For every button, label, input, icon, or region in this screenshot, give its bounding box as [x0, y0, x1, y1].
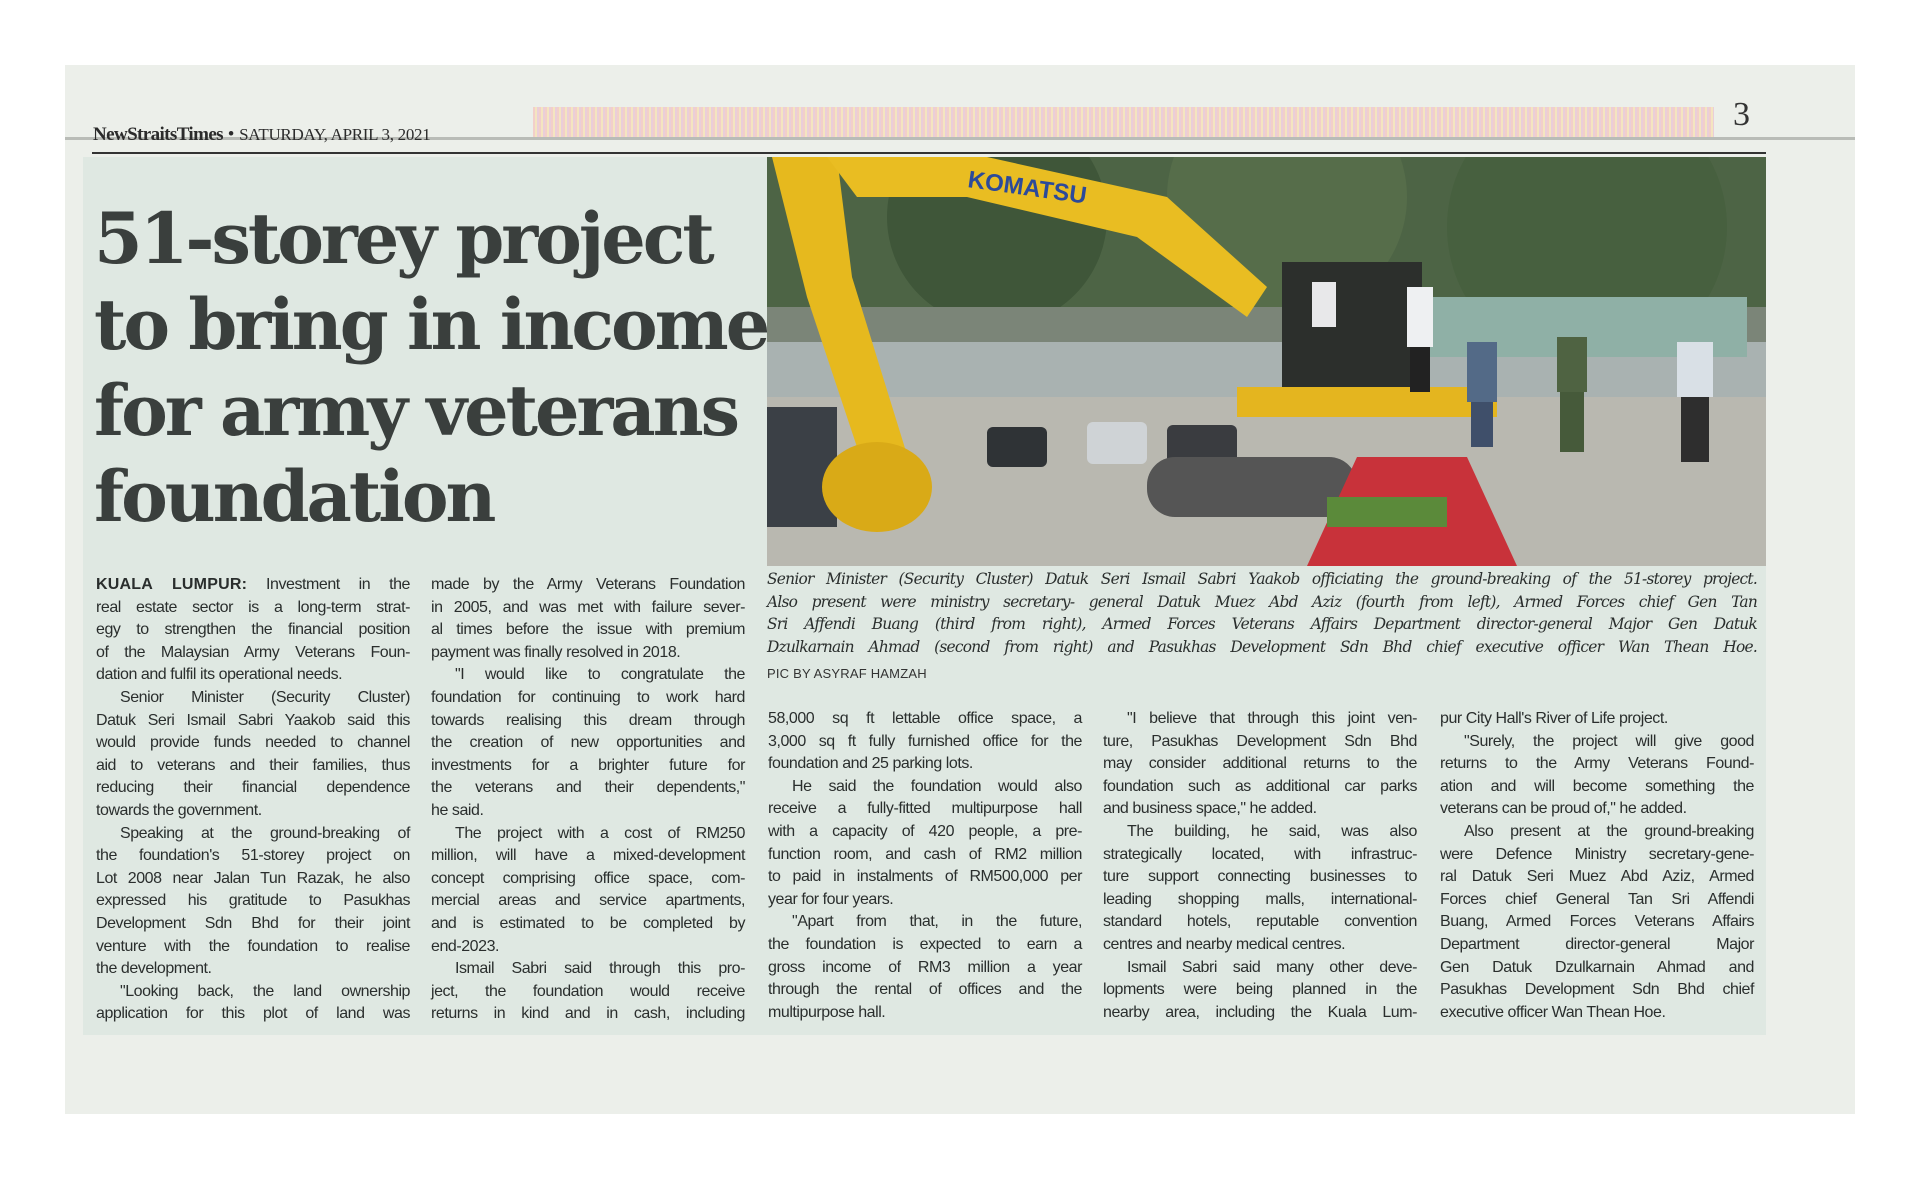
article-line	[1103, 821, 1417, 844]
article-line-text: concept comprising office space, com-	[431, 869, 745, 887]
article-line-text: function room, and cash of RM2 million	[768, 845, 1082, 863]
article-line	[768, 934, 1082, 957]
article-line	[1103, 776, 1417, 799]
article-line-text: He said the foundation would also	[792, 777, 1082, 795]
article-line-text: centres and nearby medical centres.	[1103, 935, 1346, 953]
article-line-text: Speaking at the ground-breaking of	[120, 824, 410, 842]
article-line	[768, 821, 1082, 844]
article-line-text: "Looking back, the land ownership	[120, 982, 410, 1000]
article-column-1	[96, 574, 410, 1026]
article-line	[96, 574, 410, 597]
article-line	[1440, 866, 1754, 889]
masthead	[93, 124, 430, 146]
article-line	[768, 979, 1082, 1002]
article-line	[768, 798, 1082, 821]
article-line	[431, 777, 745, 800]
article-line-text: 3,000 sq ft fully furnished office for the	[768, 732, 1082, 750]
article-line	[768, 731, 1082, 754]
article-line	[431, 981, 745, 1004]
article-line	[1440, 957, 1754, 980]
article-line-text: strategically located, with infrastruc-	[1103, 845, 1417, 863]
article-line	[768, 911, 1082, 934]
article-line-text: The project with a cost of RM250	[455, 824, 745, 842]
article-line	[1440, 821, 1754, 844]
article-line-text: aid to veterans and their families, thus	[96, 756, 410, 774]
article-line-text: leading shopping malls, international-	[1103, 890, 1417, 908]
article-line-text: application for this plot of land was	[96, 1005, 410, 1023]
article-line	[1103, 911, 1417, 934]
article-line-text: Lot 2008 near Jalan Tun Razak, he also	[96, 869, 410, 887]
caption-line: Senior Minister (Security Cluster) Datuk Seri Ismail Sabri Yaakob officiating the ground-breaking of the 51-storey project.	[767, 570, 1757, 588]
article-line-text: pur City Hall's River of Life project.	[1440, 710, 1668, 727]
article-line	[1440, 934, 1754, 957]
headline	[94, 196, 774, 540]
article-line	[431, 1003, 745, 1026]
article-line	[431, 868, 745, 891]
article-line-text: multipurpose hall.	[768, 1003, 886, 1021]
article-line-text: venture with the foundation to realise	[96, 937, 410, 955]
article-line-text: Department director-general Major	[1440, 935, 1754, 953]
photo-credit: PIC BY ASYRAF HAMZAH	[767, 666, 927, 681]
article-line	[1440, 844, 1754, 867]
article-line	[431, 619, 745, 642]
article-line	[431, 936, 745, 959]
article-line-text: foundation and 25 parking lots.	[768, 755, 973, 773]
article-line	[96, 890, 410, 913]
article-line-text: ture support connecting businesses to	[1103, 868, 1417, 886]
article-line	[768, 957, 1082, 980]
article-line-text: he said.	[431, 801, 484, 819]
article-line-text: towards realising this dream through	[431, 711, 745, 729]
article-line-text: and business space," he added.	[1103, 800, 1317, 818]
article-line	[768, 708, 1082, 731]
article-line	[431, 800, 745, 823]
article-line	[1440, 798, 1754, 821]
page-number: 3	[1733, 96, 1750, 133]
article-line-text: Also present at the ground-breaking	[1464, 822, 1754, 840]
article-line-text: reducing their financial dependence	[96, 779, 410, 797]
article-line-text: al times before the issue with premium	[431, 621, 745, 639]
article-line-text: Ismail Sabri said many other deve-	[1127, 958, 1417, 976]
caption-line: Dzulkarnain Ahmad (second from right) and Pasukhas Development Sdn Bhd chief executive officer Wan Thean Hoe.	[767, 637, 1757, 656]
article-line-text: Gen Datuk Dzulkarnain Ahmad and	[1440, 958, 1754, 976]
article-line	[1440, 708, 1754, 731]
article-column-3	[768, 708, 1082, 1024]
article-line	[1103, 1002, 1417, 1025]
article-line	[96, 777, 410, 800]
article-line	[1103, 866, 1417, 889]
article-line	[96, 800, 410, 823]
article-line-text: 58,000 sq ft lettable office space, a	[768, 710, 1082, 727]
article-line-text: Senior Minister (Security Cluster)	[120, 688, 410, 706]
article-line-text: were Defence Ministry secretary-gene-	[1440, 845, 1754, 863]
article-line-text: the creation of new opportunities and	[431, 734, 745, 752]
article-line-text: may consider additional returns to the	[1103, 755, 1417, 773]
article-line	[768, 889, 1082, 912]
article-line-text: veterans can be proud of," he added.	[1440, 800, 1687, 818]
article-line-text: "I would like to congratulate the	[455, 666, 745, 684]
article-line-text: ral Datuk Seri Muez Abd Aziz, Armed	[1440, 868, 1754, 886]
article-line	[431, 913, 745, 936]
article-line	[96, 823, 410, 846]
article-line	[431, 664, 745, 687]
article-line-text: end-2023.	[431, 937, 500, 955]
article-line	[96, 868, 410, 891]
article-line-text: would provide funds needed to channel	[96, 734, 410, 752]
article-line	[431, 958, 745, 981]
caption-line: Also present were ministry secretary- general Datuk Muez Abd Aziz (fourth from left), Armed Forces chief Gen Tan	[767, 592, 1757, 611]
article-line-text: payment was finally resolved in 2018.	[431, 643, 681, 661]
article-line	[431, 642, 745, 665]
header-rule	[92, 152, 1766, 154]
article-line-text: Investment in the	[266, 576, 410, 593]
article-line	[1103, 934, 1417, 957]
article-line	[431, 710, 745, 733]
article-line-text: year for four years.	[768, 890, 894, 908]
article-line	[96, 642, 410, 665]
article-line	[96, 1003, 410, 1026]
article-line	[96, 936, 410, 959]
dateline: KUALA LUMPUR:	[96, 576, 248, 593]
article-line-text: Buang, Armed Forces Veterans Affairs	[1440, 913, 1754, 931]
article-line	[1440, 731, 1754, 754]
header-color-band	[533, 107, 1714, 137]
article-line-text: nearby area, including the Kuala Lum-	[1103, 1003, 1417, 1021]
article-line	[431, 845, 745, 868]
article-line-text: standard hotels, reputable convention	[1103, 913, 1417, 931]
article-line	[768, 844, 1082, 867]
article-line	[1440, 911, 1754, 934]
article-line-text: foundation such as additional car parks	[1103, 777, 1417, 795]
article-line	[1103, 731, 1417, 754]
article-line-text: with a capacity of 420 people, a pre-	[768, 822, 1082, 840]
article-line	[431, 687, 745, 710]
masthead-separator: •	[222, 124, 240, 145]
article-line-text: egy to strengthen the financial position	[96, 621, 410, 639]
article-line	[768, 866, 1082, 889]
article-line-text: Ismail Sabri said through this pro-	[455, 960, 745, 978]
article-line-text: in 2005, and was met with failure sever-	[431, 598, 745, 616]
article-line	[1440, 776, 1754, 799]
article-line	[1440, 1002, 1754, 1025]
article-line	[96, 981, 410, 1004]
article-line	[1103, 979, 1417, 1002]
article-line	[431, 890, 745, 913]
article-line-text: the veterans and their dependents,"	[431, 779, 745, 797]
article-line-text: mercial areas and service apartments,	[431, 892, 745, 910]
article-line-text: foundation for continuing to work hard	[431, 688, 745, 706]
article-line-text: towards the government.	[96, 801, 262, 819]
article-line-text: "Surely, the project will give good	[1464, 732, 1754, 750]
article-line	[1440, 889, 1754, 912]
photo-caption	[767, 568, 1757, 658]
article-line-text: the development.	[96, 960, 212, 978]
article-line-text: Datuk Seri Ismail Sabri Yaakob said this	[96, 711, 410, 729]
article-column-4	[1103, 708, 1417, 1024]
article-line	[1103, 753, 1417, 776]
article-line-text: Forces chief General Tan Sri Affendi	[1440, 890, 1754, 908]
article-line-text: made by the Army Veterans Foundation	[431, 576, 745, 593]
article-column-2	[431, 574, 745, 1026]
article-line-text: ject, the foundation would receive	[431, 982, 745, 1000]
caption-line: Sri Affendi Buang (third from right), Armed Forces Veterans Affairs Department director-general Major Gen Datuk	[767, 615, 1757, 633]
komatsu-logo: KOMATSU	[966, 166, 1089, 210]
article-line	[768, 776, 1082, 799]
article-line-text: The building, he said, was also	[1127, 822, 1417, 840]
article-line-text: lopments were being planned in the	[1103, 981, 1417, 999]
article-line-text: dation and fulfil its operational needs.	[96, 666, 343, 684]
article-line-text: executive officer Wan Thean Hoe.	[1440, 1003, 1666, 1021]
article-line	[96, 664, 410, 687]
article-line-text: gross income of RM3 million a year	[768, 958, 1082, 976]
article-line	[96, 755, 410, 778]
article-column-5	[1440, 708, 1754, 1024]
article-line-text: returns to the Army Veterans Found-	[1440, 755, 1754, 773]
article-line-text: expressed his gratitude to Pasukhas	[96, 892, 410, 910]
article-line-text: of the Malaysian Army Veterans Foun-	[96, 643, 410, 661]
article-line	[431, 597, 745, 620]
article-line	[96, 710, 410, 733]
headline-line: to bring in income	[94, 283, 768, 366]
article-line	[96, 845, 410, 868]
article-line	[1440, 979, 1754, 1002]
article-line	[1103, 708, 1417, 731]
article-line-text: ture, Pasukhas Development Sdn Bhd	[1103, 732, 1417, 750]
article-line-text: Pasukhas Development Sdn Bhd chief	[1440, 981, 1754, 999]
article-line-text: real estate sector is a long-term strat-	[96, 598, 410, 616]
newspaper-name: NewStraitsTimes	[93, 124, 223, 145]
article-line	[96, 913, 410, 936]
article-line-text: million, will have a mixed-development	[431, 847, 745, 865]
article-line	[1440, 753, 1754, 776]
article-line-text: ation and will become something the	[1440, 777, 1754, 795]
article-line-text: investments for a brighter future for	[431, 756, 745, 774]
article-line	[768, 753, 1082, 776]
article-line	[1103, 889, 1417, 912]
article-line-text: the foundation's 51-storey project on	[96, 847, 410, 865]
article-line-text: and is estimated to be completed by	[431, 914, 745, 932]
article-line-text: Development Sdn Bhd for their joint	[96, 914, 410, 932]
article-line	[431, 732, 745, 755]
article-line-text: receive a fully-fitted multipurpose hall	[768, 800, 1082, 818]
issue-date: SATURDAY, APRIL 3, 2021	[239, 125, 431, 144]
article-photo	[767, 157, 1766, 566]
article-line-text: the foundation is expected to earn a	[768, 935, 1082, 953]
article-line-text: "I believe that through this joint ven-	[1127, 710, 1417, 727]
headline-line: for army veterans	[94, 369, 738, 452]
article-line	[1103, 957, 1417, 980]
article-line-text: "Apart from that, in the future,	[792, 913, 1082, 931]
article-line	[768, 1002, 1082, 1025]
article-line	[96, 597, 410, 620]
headline-line: foundation	[94, 455, 494, 538]
article-line	[431, 823, 745, 846]
article-line-text: through the rental of offices and the	[768, 981, 1082, 999]
headline-line: 51-storey project	[94, 197, 712, 280]
article-line	[96, 619, 410, 642]
article-line	[431, 574, 745, 597]
article-line-text: returns in kind and in cash, including	[431, 1005, 745, 1023]
article-line	[96, 687, 410, 710]
article-line-text: to paid in instalments of RM500,000 per	[768, 868, 1082, 886]
article-line	[1103, 798, 1417, 821]
article-line	[96, 958, 410, 981]
article-line	[431, 755, 745, 778]
article-line	[96, 732, 410, 755]
article-line	[1103, 844, 1417, 867]
excavator-ground-breaking-photo	[767, 157, 1766, 566]
